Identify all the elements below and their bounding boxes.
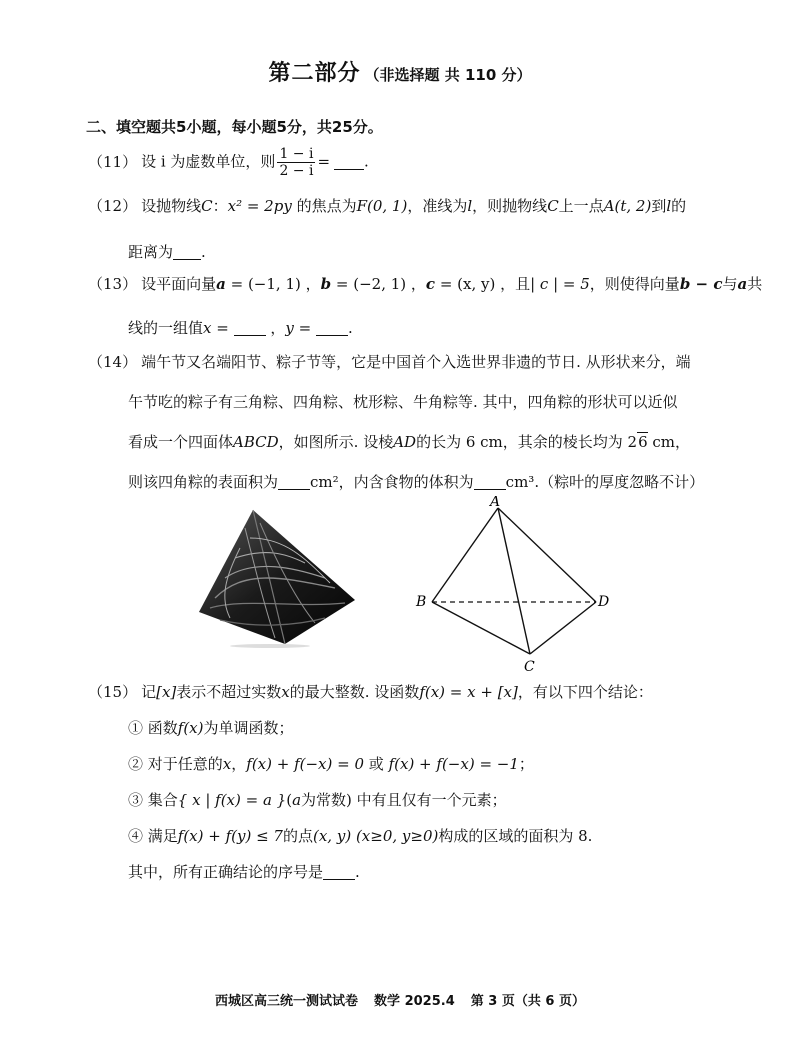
q12-text2: 的焦点为 <box>291 197 357 215</box>
q14-line3-end: cm， <box>647 433 691 451</box>
c2-or: 或 <box>364 755 389 773</box>
edge-BC <box>432 602 530 654</box>
c3-mid: ( <box>286 791 293 809</box>
question-15 <box>88 680 653 704</box>
c4-pre: ④ 满足 <box>128 827 178 845</box>
q13-eq2: = <box>293 319 316 337</box>
q13-x-blank[interactable] <box>234 319 266 336</box>
edge-AB <box>432 508 498 602</box>
q15-text: 记 <box>141 683 157 701</box>
q14-line3-mid: ，如图所示. 设棱 <box>278 433 394 451</box>
q11-number: （11） <box>88 152 138 171</box>
q11-answer-blank[interactable] <box>334 153 364 170</box>
c1-pre: ① 函数 <box>128 719 178 737</box>
q13-text: 设平面向量 <box>141 275 217 293</box>
q13-text2: ，则使得向量 <box>589 275 680 293</box>
q13-y: y <box>285 319 294 337</box>
question-14-line4 <box>128 470 704 494</box>
q12-text6: 到 <box>651 197 667 215</box>
vertex-label-A: A <box>490 496 501 510</box>
q15-number: （15） <box>88 683 138 701</box>
q13-comma: ， <box>265 319 286 337</box>
q13-eq1: = <box>211 319 234 337</box>
vertex-label-D: D <box>598 594 610 610</box>
q14-edge-AD: AD <box>393 433 417 451</box>
q15-x: x <box>281 683 290 701</box>
c2-mid: ， <box>231 755 247 773</box>
q14-line1: 端午节又名端阳节、粽子节等，它是中国首个入选世界非遗的节日. 从形状来分，端 <box>141 353 691 371</box>
q13-number: （13） <box>88 275 138 293</box>
q13-c-value: = (x, y) ，且 <box>435 275 531 293</box>
part-title-sub: （非选择题 共 110 分） <box>364 66 532 84</box>
q13-a: a <box>216 275 226 293</box>
edge-CD <box>530 602 596 654</box>
c2-pre: ② 对于任意的 <box>128 755 223 773</box>
q12-C2: C <box>547 197 559 215</box>
question-14-line3 <box>128 430 690 454</box>
q11-fraction <box>277 146 315 179</box>
zongzi-photo <box>195 508 360 648</box>
q12-end: . <box>201 243 206 261</box>
q12-focus: F(0, 1) <box>356 197 408 215</box>
edge-AD <box>498 508 596 602</box>
footer-subject: 数学 2025.4 <box>374 994 455 1009</box>
q13-b-value: = (−2, 1) ， <box>331 275 426 293</box>
q12-l: l <box>467 197 473 215</box>
q15-final-end: . <box>355 863 360 881</box>
c2-x: x <box>222 755 232 773</box>
q14-line4-text: 则该四角粽的表面积为 <box>128 473 279 491</box>
part-title <box>0 56 800 87</box>
q14-line2: 午节吃的粽子有三角粽、四角粽、枕形粽、牛角粽等. 其中，四角粽的形状可以近似 <box>128 393 678 411</box>
q13-b: b <box>320 275 332 293</box>
c2-expr1: f(x) + f(−x) = 0 <box>246 755 365 773</box>
q11-text: 设 i 为虚数单位，则 <box>141 152 276 171</box>
q13-c: c <box>425 275 436 293</box>
q11-end: . <box>364 152 369 171</box>
question-12-line2 <box>128 240 206 264</box>
q13-end: . <box>347 319 353 337</box>
c1-end: 为单调函数； <box>203 719 294 737</box>
q11-denominator: 2 − i <box>279 163 314 179</box>
q13-c-abs: | c | = 5 <box>530 275 590 293</box>
q13-y-blank[interactable] <box>316 319 348 336</box>
q13-text4: 共 <box>747 275 763 293</box>
q15-conclusion-3 <box>128 788 507 812</box>
q14-line4-end: .（粽叶的厚度忽略不计） <box>534 473 705 491</box>
c3-end: 为常数) 中有且仅有一个元素； <box>301 791 507 809</box>
vertex-label-B: B <box>416 594 427 610</box>
q13-line2-text: 线的一组值 <box>128 319 204 337</box>
q15-final <box>128 860 360 884</box>
question-12 <box>88 194 686 218</box>
q11-equals: = <box>317 152 331 171</box>
q14-line4-mid: ，内含食物的体积为 <box>338 473 474 491</box>
section-heading: 二、填空题共5小题，每小题5分，共25分。 <box>86 118 383 136</box>
c4-end: 构成的区域的面积为 8. <box>438 827 593 845</box>
q12-line2-text: 距离为 <box>128 243 174 261</box>
q14-unit-volume: cm³ <box>505 473 535 491</box>
question-13-line2 <box>128 316 353 340</box>
edge-AC <box>498 508 530 654</box>
q12-C: C <box>201 197 213 215</box>
c4-point: (x, y) (x≥0, y≥0) <box>313 827 439 845</box>
question-13 <box>88 272 762 296</box>
c3-pre: ③ 集合 <box>128 791 178 809</box>
question-14 <box>88 350 691 374</box>
q15-floor: [x] <box>156 683 177 701</box>
c4-mid: 的点 <box>282 827 313 845</box>
c4-inequality: f(x) + f(y) ≤ 7 <box>177 827 283 845</box>
q12-text4: ，则抛物线 <box>472 197 548 215</box>
q15-conclusion-1 <box>128 716 294 740</box>
q15-conclusion-2 <box>128 752 534 776</box>
q14-tetrahedron: ABCD <box>233 433 279 451</box>
question-11 <box>88 146 369 179</box>
q12-l2: l <box>666 197 672 215</box>
q13-a-value: = (−1, 1) ， <box>225 275 321 293</box>
q11-numerator: 1 − i <box>279 146 314 162</box>
q12-point: A(t, 2) <box>603 197 652 215</box>
q12-text3: ，准线为 <box>407 197 468 215</box>
q15-function: f(x) = x + [x] <box>419 683 518 701</box>
q12-number: （12） <box>88 197 138 215</box>
q15-answer-blank[interactable] <box>323 863 355 880</box>
page-footer <box>0 990 800 1009</box>
footer-page-number: 第 3 页（共 6 页） <box>470 994 585 1009</box>
q14-number: （14） <box>88 353 138 371</box>
tetrahedron-diagram <box>410 496 610 676</box>
q14-volume-blank[interactable] <box>474 473 506 490</box>
q14-sqrt: 6 <box>638 433 648 451</box>
q13-text3: 与 <box>722 275 738 293</box>
c3-set: { x | f(x) = a } <box>177 791 287 809</box>
q12-text5: 上一点 <box>558 197 604 215</box>
question-14-line2 <box>128 390 678 414</box>
q15-text4: ，有以下四个结论： <box>517 683 653 701</box>
q15-text3: 的最大整数. 设函数 <box>289 683 420 701</box>
q12-text: 设抛物线 <box>141 197 202 215</box>
q13-b-minus-c: b − c <box>679 275 723 293</box>
q12-text7: 的 <box>671 197 687 215</box>
q15-conclusion-4 <box>128 824 592 848</box>
c1-f: f(x) <box>177 719 204 737</box>
q12-equation: x² = 2py <box>227 197 292 215</box>
q13-x: x <box>203 319 212 337</box>
footer-school: 西城区高三统一测试试卷 <box>215 994 359 1009</box>
q13-a2: a <box>737 275 748 293</box>
q14-line3-mid2: 的长为 6 cm，其余的棱长均为 2 <box>416 433 638 451</box>
q15-final-text: 其中，所有正确结论的序号是 <box>128 863 324 881</box>
q14-line3-text: 看成一个四面体 <box>128 433 234 451</box>
c2-expr2: f(x) + f(−x) = −1 <box>388 755 519 773</box>
q14-unit-area: cm² <box>310 473 339 491</box>
q12-answer-blank[interactable] <box>173 243 201 260</box>
vertex-label-C: C <box>524 659 535 675</box>
c3-a: a <box>292 791 302 809</box>
q14-area-blank[interactable] <box>278 473 310 490</box>
c2-end: ； <box>518 755 534 773</box>
part-title-main: 第二部分 <box>268 61 361 86</box>
q15-text2: 表示不超过实数 <box>176 683 282 701</box>
q12-colon: ： <box>212 197 228 215</box>
